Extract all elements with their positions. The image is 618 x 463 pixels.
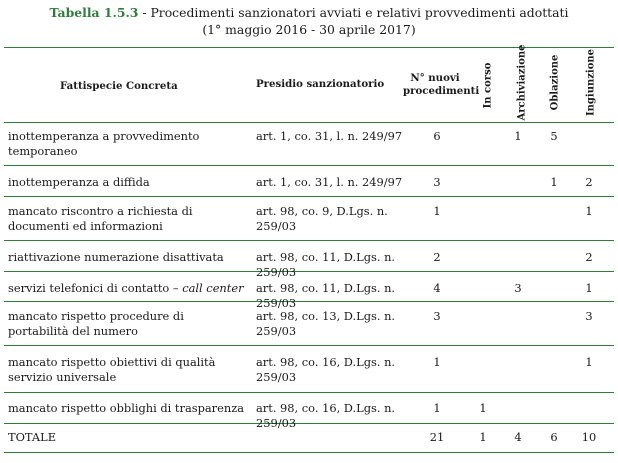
totale-archiviazione: 4	[514, 430, 522, 444]
row-nuovi: 3	[433, 175, 441, 189]
row-ingiunzione: 3	[585, 309, 593, 323]
row-fattispecie-text: servizi telefonici di contatto –	[8, 281, 183, 295]
row-oblazione: 5	[550, 129, 558, 143]
row-nuovi: 1	[433, 401, 441, 415]
header-ingiunzione: Ingiunzione	[585, 48, 597, 117]
row-oblazione: 1	[550, 175, 558, 189]
row-nuovi: 6	[433, 129, 441, 143]
row-fattispecie: inottemperanza a diffida	[8, 175, 150, 189]
header-presidio: Presidio sanzionatorio	[256, 78, 385, 90]
row-ingiunzione: 1	[585, 204, 593, 218]
row-archiviazione: 1	[514, 129, 522, 143]
row-divider	[4, 165, 614, 166]
caption-separator: -	[138, 5, 151, 20]
rule-bottom	[4, 452, 614, 453]
row-fattispecie	[8, 281, 248, 296]
row-nuovi: 4	[433, 281, 441, 295]
totale-nuovi: 21	[429, 430, 445, 444]
row-presidio: art. 98, co. 16, D.Lgs. n. 259/03	[256, 355, 396, 384]
row-nuovi: 1	[433, 204, 441, 218]
row-divider	[4, 196, 614, 197]
row-presidio: art. 98, co. 11, D.Lgs. n. 259/03	[256, 281, 396, 310]
row-nuovi: 1	[433, 355, 441, 369]
row-fattispecie: riattivazione numerazione disattivata	[8, 250, 224, 264]
table-period: (1° maggio 2016 - 30 aprile 2017)	[202, 22, 416, 37]
header-oblazione: Oblazione	[549, 54, 561, 111]
row-presidio: art. 1, co. 31, l. n. 249/97	[256, 129, 403, 143]
totale-in-corso: 1	[479, 430, 487, 444]
table-caption	[0, 4, 618, 38]
row-divider	[4, 345, 614, 346]
row-fattispecie: mancato riscontro a richiesta di documenti ed informazioni	[8, 204, 193, 233]
row-fattispecie-italic: call center	[182, 281, 244, 295]
row-nuovi: 2	[433, 250, 441, 264]
table-number: Tabella 1.5.3	[49, 5, 139, 20]
header-in-corso: In corso	[482, 62, 494, 109]
row-fattispecie: inottemperanza a provvedimento temporaneo	[8, 129, 200, 158]
totale-label: TOTALE	[8, 430, 57, 444]
table-title: Procedimenti sanzionatori avviati e relativi provvedimenti adottati	[150, 5, 569, 20]
totale-oblazione: 6	[550, 430, 558, 444]
row-fattispecie: mancato rispetto obiettivi di qualità servizio universale	[8, 355, 216, 384]
header-fattispecie: Fattispecie Concreta	[60, 80, 178, 92]
row-presidio: art. 98, co. 13, D.Lgs. n. 259/03	[256, 309, 396, 338]
row-fattispecie: mancato rispetto obblighi di trasparenza	[8, 401, 244, 415]
row-presidio: art. 98, co. 16, D.Lgs. n. 259/03	[256, 401, 396, 430]
row-ingiunzione: 2	[585, 250, 593, 264]
totale-ingiunzione: 10	[581, 430, 597, 444]
row-fattispecie: mancato rispetto procedure di portabilità del numero	[8, 309, 184, 338]
row-in-corso: 1	[479, 401, 487, 415]
row-presidio: art. 1, co. 31, l. n. 249/97	[256, 175, 403, 189]
row-nuovi: 3	[433, 309, 441, 323]
row-archiviazione: 3	[514, 281, 522, 295]
row-ingiunzione: 1	[585, 355, 593, 369]
row-divider	[4, 240, 614, 241]
row-presidio: art. 98, co. 11, D.Lgs. n. 259/03	[256, 250, 396, 279]
header-archiviazione: Archiviazione	[516, 44, 528, 121]
row-ingiunzione: 1	[585, 281, 593, 295]
row-divider	[4, 392, 614, 393]
row-ingiunzione: 2	[585, 175, 593, 189]
row-presidio: art. 98, co. 9, D.Lgs. n. 259/03	[256, 204, 388, 233]
header-nuovi: N° nuovi procedimenti	[403, 72, 480, 97]
